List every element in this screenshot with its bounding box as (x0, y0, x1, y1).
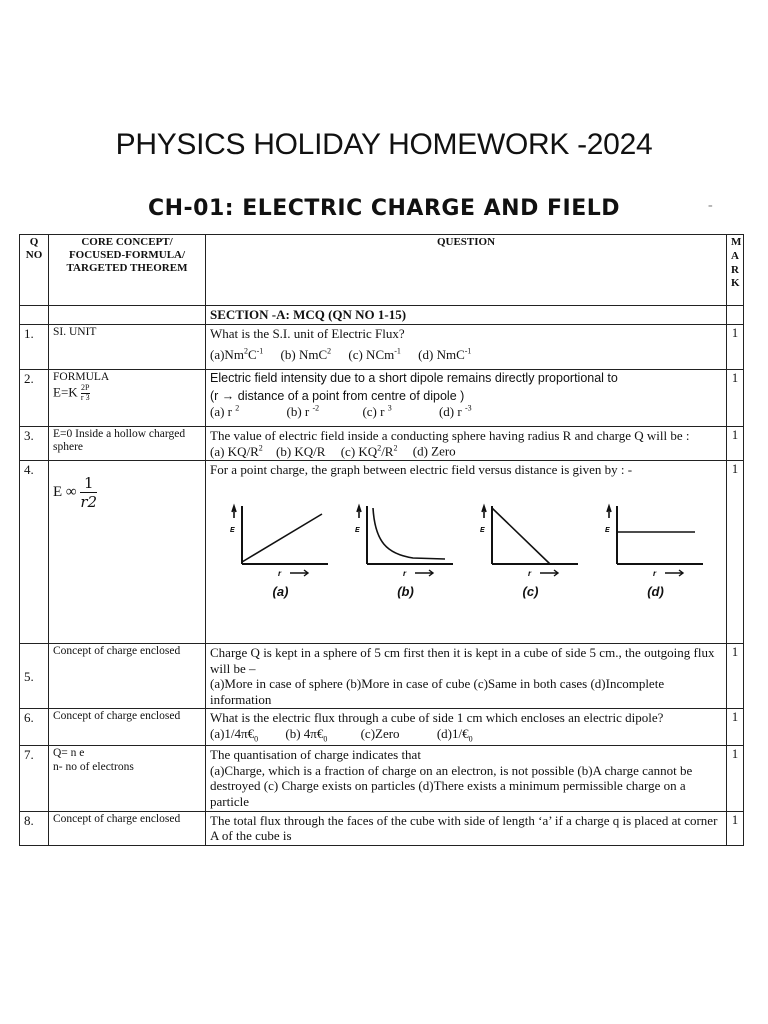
concept-label: FORMULA (53, 370, 110, 383)
question-number: 8. (20, 811, 49, 845)
axis-label-e: E (604, 526, 610, 534)
core-concept (49, 461, 206, 644)
core-concept: SI. UNIT (49, 324, 206, 369)
graph-options (210, 478, 722, 602)
question-number: 3. (20, 426, 49, 461)
option-b: (b) $4\pi€_0$ (285, 726, 328, 744)
graph-label: (a) (272, 583, 289, 599)
page-title: PHYSICS HOLIDAY HOMEWORK -2024 (115, 128, 653, 161)
question-number: 7. (20, 746, 49, 811)
graph-b (353, 492, 459, 600)
options (210, 346, 722, 362)
axis-label-e: E (479, 526, 485, 534)
options (210, 443, 722, 459)
option-a: (a) r $^2$ (210, 403, 240, 419)
option-d: (d) r $^{-3}$ (438, 403, 472, 419)
axis-label-r: r (652, 568, 656, 578)
section-heading: SECTION -A: MCQ (QN NO 1-15) (206, 306, 727, 325)
mark-value: 1 (727, 746, 744, 811)
option-d: $(d)1/€_0$ (436, 726, 473, 744)
question-number: 6. (20, 709, 49, 746)
graph-d (603, 492, 709, 600)
mark-value: 1 (727, 324, 744, 369)
core-concept: E=0 Inside a hollow charged sphere (49, 426, 206, 461)
question-text: Charge Q is kept in a sphere of 5 cm first then it is kept in a cube of side 5 cm., the outgoing flux will be – (210, 645, 715, 676)
option-b: (b) KQ/R (276, 443, 326, 459)
header-qno: Q NO (20, 235, 49, 306)
question-number: 4. (20, 461, 49, 644)
question-cell (206, 369, 727, 426)
question-cell (206, 461, 727, 644)
table-row (20, 709, 744, 746)
option-b: (b) NmC$^2$ (280, 346, 332, 362)
graph-label: (c) (522, 583, 539, 599)
option-a: $(a)Nm^2C^{-1}$ (210, 346, 264, 362)
mark-value: 1 (727, 426, 744, 461)
core-concept: Q= n e n- no of electrons (49, 746, 206, 811)
graph-constant (603, 492, 709, 584)
graph-a (228, 492, 334, 600)
core-concept: Concept of charge enclosed (49, 644, 206, 709)
core-concept (49, 369, 206, 426)
core-concept: Concept of charge enclosed (49, 709, 206, 746)
question-number: 5. (20, 644, 49, 709)
axis-label-r: r (402, 568, 406, 578)
question-cell (206, 709, 727, 746)
mark-value: 1 (727, 461, 744, 644)
mark-value: 1 (727, 811, 744, 845)
graph-inverse-square (353, 492, 459, 584)
table-row (20, 461, 744, 644)
question-text: The quantisation of charge indicates that (210, 747, 421, 763)
option-c: (c) r $^3$ (362, 403, 392, 419)
options (210, 726, 722, 744)
table-row (20, 369, 744, 426)
option-a: $(a)1/4\pi€_0$ (210, 726, 259, 744)
graph-label: (d) (647, 583, 664, 599)
question-number: 2. (20, 369, 49, 426)
table-row (20, 644, 744, 709)
table-row (20, 811, 744, 845)
question-cell (206, 746, 727, 811)
question-cell (206, 324, 727, 369)
question-text: What is the S.I. unit of Electric Flux? (210, 325, 405, 341)
table-row (20, 746, 744, 811)
formula: E=K $\frac{2P}{r 3}$ (53, 383, 90, 403)
question-number: 1. (20, 324, 49, 369)
formula: E ∞ $\frac{1}{r2}$ (53, 474, 98, 512)
axis-label-r: r (277, 568, 281, 578)
core-concept: Concept of charge enclosed (49, 811, 206, 845)
options: (a)Charge, which is a fraction of charge on an electron, is not possible (b)A charge cannot be destroyed (c) Charge exists on particles (d)There exists a minimum permissible charge on a particle (210, 762, 693, 810)
question-text: What is the electric flux through a cube of side 1 cm which encloses an electric dipole? (210, 710, 664, 726)
chapter-title: CH-01: ELECTRIC CHARGE AND FIELD (147, 196, 621, 221)
graph-c (478, 492, 584, 600)
question-text: The value of electric field inside a conducting sphere having radius R and charge Q will be : (210, 427, 690, 443)
table-row (20, 324, 744, 369)
header-mark: M A R K (727, 235, 744, 306)
homework-table (19, 234, 744, 846)
question-cell (206, 644, 727, 709)
option-a: (a) $KQ/R^2$ (210, 443, 263, 459)
question-cell (206, 426, 727, 461)
question-text: For a point charge, the graph between electric field versus distance is given by : - (210, 462, 633, 478)
graph-label: (b) (397, 583, 414, 599)
graph-linear-decreasing (478, 492, 584, 584)
option-c: (c) NCm$^{-1}$ (348, 346, 401, 362)
axis-label-r: r (527, 568, 531, 578)
graph-linear-increasing (228, 492, 334, 584)
options (210, 404, 722, 420)
option-d: (d) Zero (412, 443, 456, 459)
question-text: Electric field intensity due to a short dipole remains directly proportional to (210, 370, 618, 385)
mark-value: 1 (727, 644, 744, 709)
mark-value: 1 (727, 369, 744, 426)
question-text: The total flux through the faces of the cube with side of length ‘a’ if a charge q is placed at corner A of the cube is (210, 812, 718, 844)
table-row (20, 426, 744, 461)
question-cell (206, 811, 727, 845)
header-question: QUESTION (206, 235, 727, 306)
option-c: (c)Zero (360, 726, 400, 742)
stray-mark: - (708, 198, 713, 213)
mark-value: 1 (727, 709, 744, 746)
table-header-row (20, 235, 744, 306)
option-b: (b) r $^{-2}$ (286, 403, 320, 419)
axis-label-e: E (229, 526, 235, 534)
options: (a)More in case of sphere (b)More in case of cube (c)Same in both cases (d)Incomplete information (210, 676, 665, 707)
question-note: (r → distance of a point from centre of dipole ) (210, 388, 465, 403)
option-c: (c) $KQ^2/R^2$ (340, 443, 398, 459)
table-row (20, 306, 744, 325)
axis-label-e: E (354, 526, 360, 534)
option-d: (d) NmC$^{-1}$ (418, 346, 472, 362)
header-core-concept: CORE CONCEPT/ FOCUSED-FORMULA/ TARGETED THEOREM (49, 235, 206, 306)
